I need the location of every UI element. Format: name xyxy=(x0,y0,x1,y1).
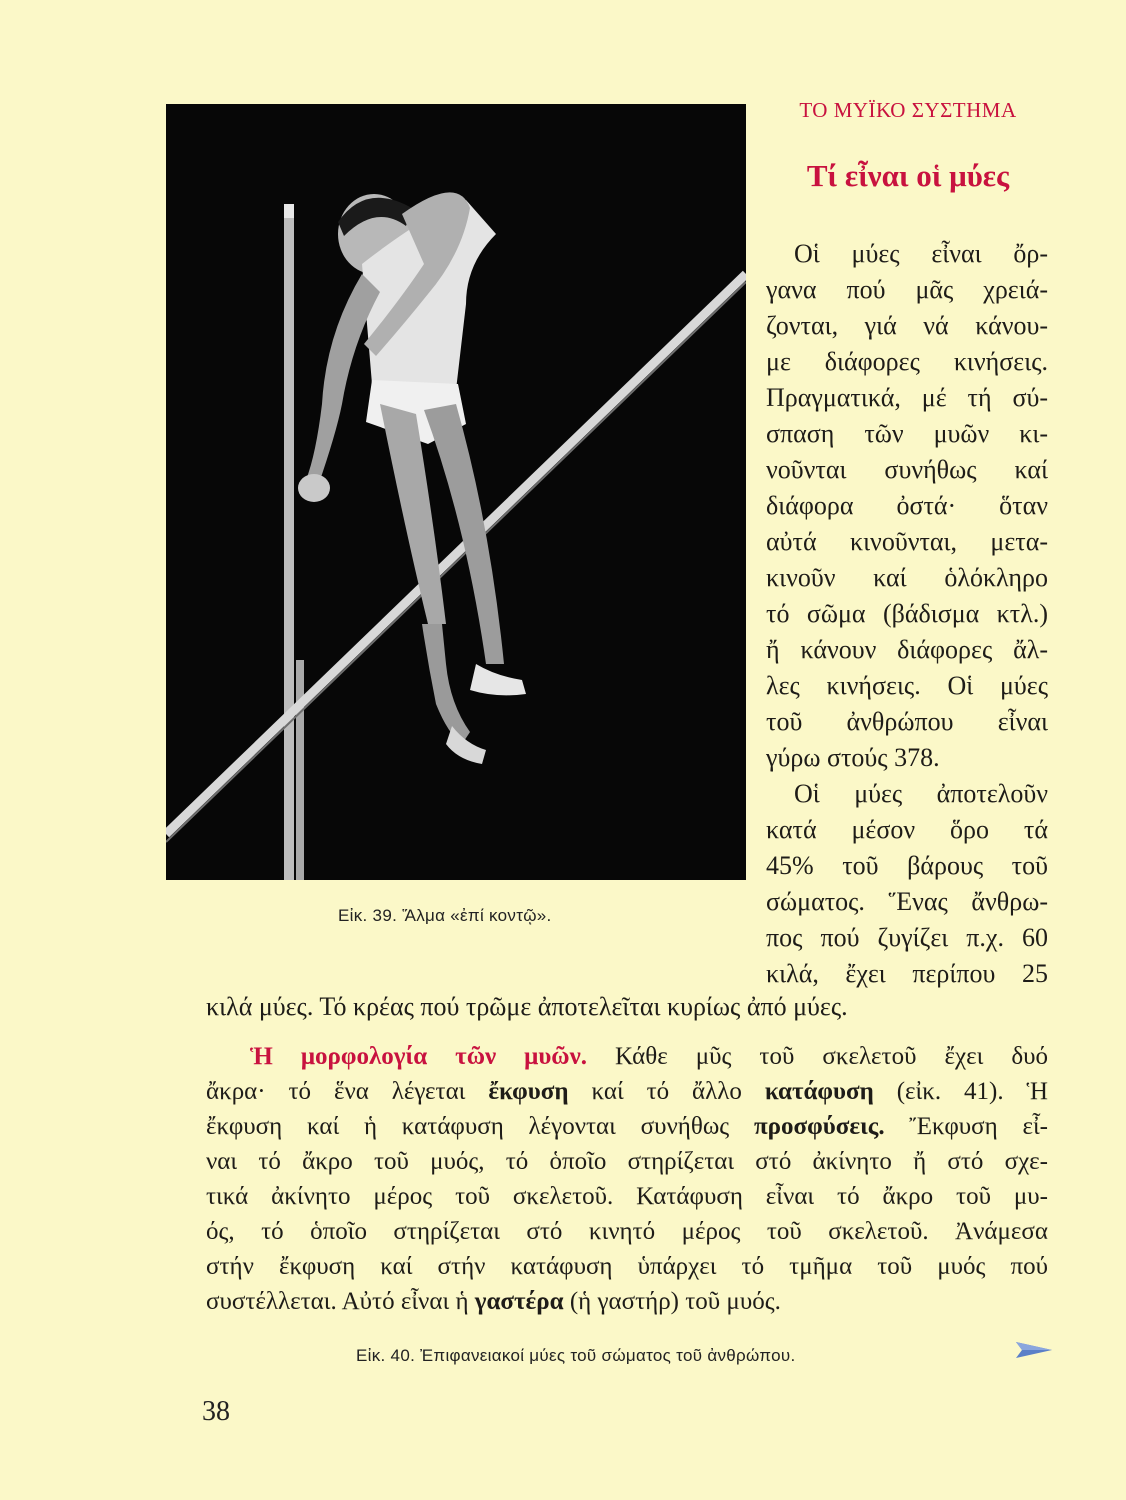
term-katafysi: κατάφυση xyxy=(764,1078,874,1105)
intro-line: 45% τοῦ βάρους τοῦ xyxy=(766,851,1048,880)
term-prosfyseis: προσφύσεις. xyxy=(753,1113,885,1140)
page-number: 38 xyxy=(202,1396,230,1427)
morphology-line-3 xyxy=(206,1110,1048,1144)
intro-line: νοῦνται συνήθως καί xyxy=(766,455,1048,484)
intro-line: διάφορα ὀστά· ὅταν xyxy=(766,491,1048,520)
intro-line: γανα πού μᾶς χρειά- xyxy=(766,275,1048,304)
morphology-text: (εἰκ. 41). Ἡ xyxy=(896,1078,1049,1105)
morphology-text: Κάθε μῦς τοῦ σκελετοῦ ἔχει δυό xyxy=(615,1043,1048,1070)
intro-line: πος πού ζυγίζει π.χ. 60 xyxy=(766,923,1048,952)
morphology-line-6: ός, τό ὁποῖο στηρίζεται στό κινητό μέρος τοῦ σκελετοῦ. Ἀνάμεσα xyxy=(206,1218,1048,1245)
intro-line: αὐτά κινοῦνται, μετα- xyxy=(766,527,1048,556)
term-gastera: γαστέρα xyxy=(474,1288,564,1315)
intro-line: σώματος. Ἕνας ἄνθρω- xyxy=(766,887,1048,916)
figure-39-caption: Εἰκ. 39. Ἅλμα «ἐπί κοντῷ». xyxy=(338,906,552,925)
intro-line: γύρω στούς 378. xyxy=(766,743,940,772)
section-title: Τί εἶναι οἱ μύες xyxy=(806,158,1010,193)
morphology-text: ἄκρα· τό ἕνα λέγεται xyxy=(206,1078,466,1105)
intro-line: με διάφορες κινήσεις. xyxy=(766,347,1048,376)
intro-line: λες κινήσεις. Οἱ μύες xyxy=(766,671,1048,700)
intro-line: τοῦ ἀνθρώπου εἶναι xyxy=(766,707,1048,736)
figure-40-caption: Εἰκ. 40. Ἐπιφανειακοί μύες τοῦ σώματος τοῦ ἀνθρώπου. xyxy=(356,1346,796,1365)
intro-line: κινοῦν καί ὁλόκληρο xyxy=(766,563,1048,592)
intro-line: τό σῶμα (βάδισμα κτλ.) xyxy=(766,599,1048,628)
intro-line: ζονται, γιά νά κάνου- xyxy=(766,311,1048,340)
morphology-line-4: ναι τό ἄκρο τοῦ μυός, τό ὁποῖο στηρίζεται στό ἀκίνητο ἤ στό σχε- xyxy=(206,1148,1048,1175)
next-page-arrow-icon xyxy=(1016,1340,1052,1365)
morphology-text: (ἡ γαστήρ) τοῦ μυός. xyxy=(569,1288,781,1315)
intro-line: σπαση τῶν μυῶν κι- xyxy=(766,419,1048,448)
term-ekfysi: ἔκφυση xyxy=(488,1078,569,1105)
morphology-text: ἔκφυση καί ἡ κατάφυση λέγονται συνήθως xyxy=(206,1113,730,1140)
intro-line: ἤ κάνουν διάφορες ἄλ- xyxy=(766,635,1048,664)
intro-line: Οἱ μύες ἀποτελοῦν xyxy=(794,779,1048,808)
chapter-title: ΤΟ ΜΥΪΚΟ ΣΥΣΤΗΜΑ xyxy=(799,98,1017,122)
morphology-line-8 xyxy=(206,1285,1048,1319)
intro-line: κατά μέσον ὅρο τά xyxy=(766,815,1048,844)
intro-line: κιλά, ἔχει περίπου 25 xyxy=(766,959,1048,988)
morphology-line-1 xyxy=(206,1040,1048,1074)
morphology-heading: Ἡ μορφολογία τῶν μυῶν. xyxy=(250,1043,587,1070)
morphology-line-2 xyxy=(206,1075,1048,1109)
morphology-line-7: στήν ἔκφυση καί στήν κατάφυση ὑπάρχει τό τμῆμα τοῦ μυός πού xyxy=(206,1253,1048,1280)
morphology-text: Ἔκφυση εἶ- xyxy=(909,1113,1048,1140)
morphology-text: καί τό ἄλλο xyxy=(591,1078,742,1105)
morphology-line-5: τικά ἀκίνητο μέρος τοῦ σκελετοῦ. Κατάφυση εἶναι τό ἄκρο τοῦ μυ- xyxy=(206,1183,1048,1210)
intro-line: Οἱ μύες εἶναι ὄρ- xyxy=(794,239,1048,268)
intro-line: Πραγματικά, μέ τή σύ- xyxy=(766,383,1048,412)
pole-vault-photo-icon xyxy=(166,104,746,880)
morphology-text: συστέλλεται. Αὐτό εἶναι ἡ xyxy=(206,1288,469,1315)
pole-vault-photo xyxy=(166,104,746,880)
intro-last-line: κιλά μύες. Τό κρέας πού τρῶμε ἀποτελεῖται κυρίως ἀπό μύες. xyxy=(206,992,848,1021)
